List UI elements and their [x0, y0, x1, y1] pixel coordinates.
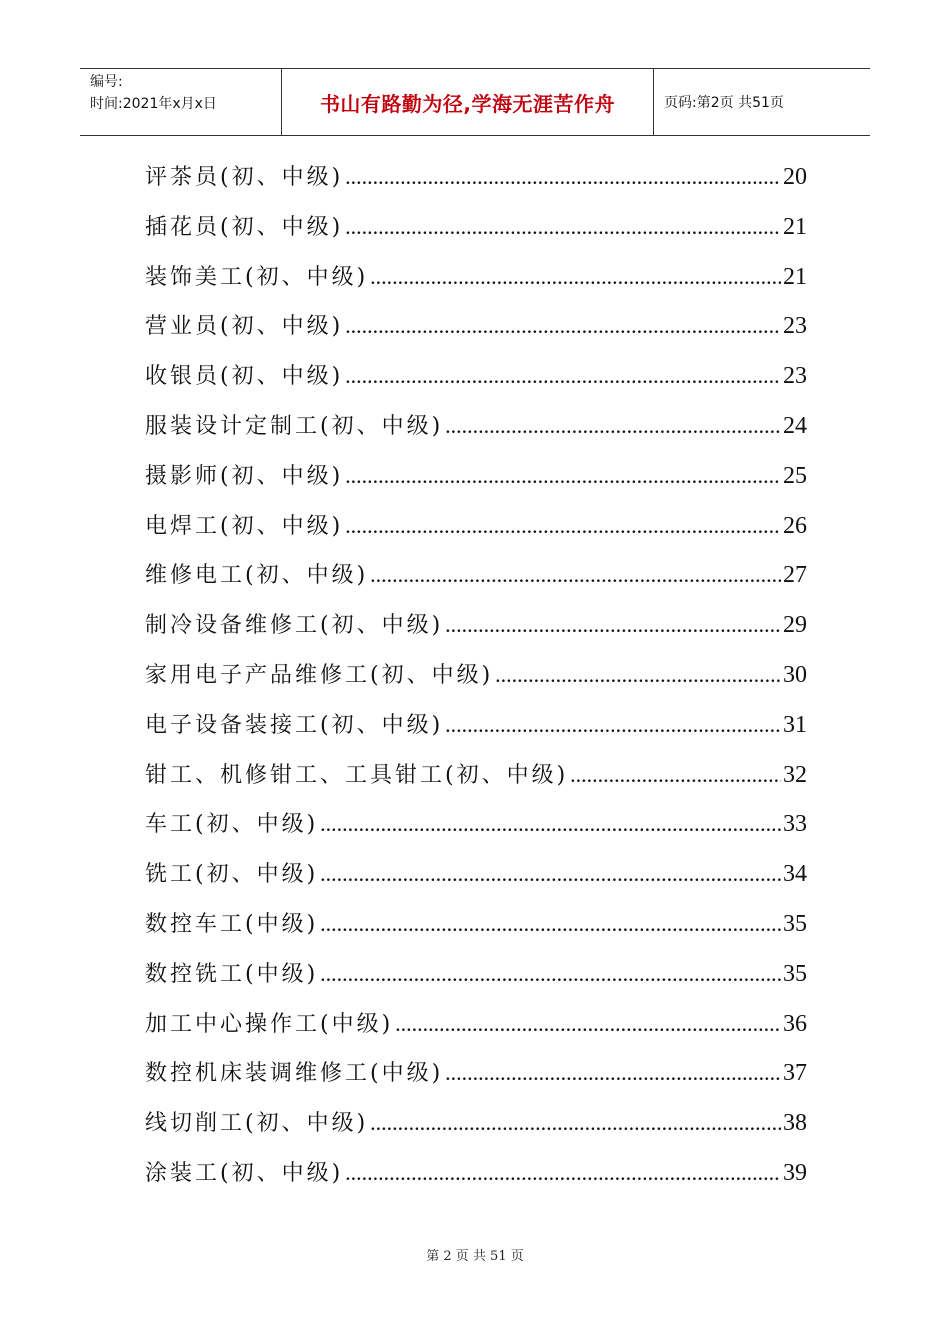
toc-leader-dots — [445, 1060, 781, 1086]
toc-entry-page: 21 — [783, 213, 807, 240]
toc-entry[interactable] — [145, 260, 807, 310]
toc-entry-title: 制冷设备维修工(初、中级) — [145, 613, 444, 639]
toc-entry-title: 家用电子产品维修工(初、中级) — [145, 662, 494, 688]
toc-entry-title: 加工中心操作工(中级) — [145, 1011, 394, 1037]
toc-entry-page: 37 — [783, 1060, 807, 1087]
toc-entry[interactable] — [145, 459, 807, 509]
toc-leader-dots — [370, 562, 781, 588]
page-header — [80, 68, 870, 136]
toc-leader-dots — [320, 911, 781, 937]
toc-entry-page: 31 — [783, 711, 807, 738]
toc-leader-dots — [370, 264, 781, 290]
toc-entry[interactable] — [145, 1056, 807, 1106]
toc-entry-title: 服装设计定制工(初、中级) — [145, 413, 444, 439]
header-page-info: 页码:第2页 共51页 — [664, 95, 784, 111]
toc-leader-dots — [320, 861, 781, 887]
toc-entry-title: 收银员(初、中级) — [145, 364, 344, 390]
page-footer: 第 2 页 共 51 页 — [426, 1249, 524, 1264]
toc-leader-dots — [345, 463, 781, 489]
toc-leader-dots — [395, 1011, 781, 1037]
toc-leader-dots — [345, 513, 781, 539]
toc-entry-title: 铣工(初、中级) — [145, 862, 319, 888]
document-number-label: 编号: — [90, 74, 123, 90]
toc-entry[interactable] — [145, 409, 807, 459]
header-meta — [80, 69, 282, 135]
toc-entry[interactable] — [145, 708, 807, 758]
toc-entry-title: 装饰美工(初、中级) — [145, 264, 369, 290]
toc-entry-title: 数控铣工(中级) — [145, 961, 319, 987]
toc-leader-dots — [320, 811, 781, 837]
toc-entry-title: 钳工、机修钳工、工具钳工(初、中级) — [145, 762, 569, 788]
table-of-contents — [145, 160, 807, 1206]
toc-entry-title: 数控机床装调维修工(中级) — [145, 1061, 444, 1087]
toc-entry-title: 线切削工(初、中级) — [145, 1111, 369, 1137]
toc-leader-dots — [495, 662, 781, 688]
toc-entry-page: 23 — [783, 363, 807, 390]
toc-entry[interactable] — [145, 160, 807, 210]
toc-leader-dots — [345, 313, 781, 339]
toc-entry-page: 20 — [783, 164, 807, 190]
toc-entry-page: 39 — [783, 1159, 807, 1186]
toc-entry-title: 维修电工(初、中级) — [145, 563, 369, 589]
toc-entry[interactable] — [145, 309, 807, 359]
toc-entry[interactable] — [145, 558, 807, 608]
toc-entry[interactable] — [145, 857, 807, 907]
toc-entry-title: 营业员(初、中级) — [145, 314, 344, 340]
toc-entry[interactable] — [145, 1106, 807, 1156]
toc-entry-page: 23 — [783, 313, 807, 340]
toc-entry-title: 数控车工(中级) — [145, 911, 319, 937]
toc-leader-dots — [445, 712, 781, 738]
toc-leader-dots — [445, 413, 781, 439]
toc-entry-page: 32 — [783, 761, 807, 788]
document-date: 时间:2021年x月x日 — [90, 96, 217, 112]
toc-entry[interactable] — [145, 359, 807, 409]
toc-entry-title: 电焊工(初、中级) — [145, 513, 344, 539]
toc-leader-dots — [320, 961, 781, 987]
toc-leader-dots — [345, 1160, 781, 1186]
toc-entry[interactable] — [145, 509, 807, 559]
toc-entry-page: 35 — [783, 910, 807, 937]
toc-leader-dots — [345, 164, 781, 190]
toc-entry[interactable] — [145, 907, 807, 957]
toc-entry-page: 25 — [783, 462, 807, 489]
toc-entry-page: 21 — [783, 263, 807, 290]
toc-entry[interactable] — [145, 608, 807, 658]
toc-entry-page: 36 — [783, 1010, 807, 1037]
toc-entry-page: 34 — [783, 861, 807, 888]
toc-entry-title: 车工(初、中级) — [145, 812, 319, 838]
toc-entry-title: 电子设备装接工(初、中级) — [145, 712, 444, 738]
toc-entry-page: 26 — [783, 512, 807, 539]
toc-entry-title: 涂装工(初、中级) — [145, 1160, 344, 1186]
toc-entry[interactable] — [145, 1156, 807, 1206]
toc-entry-page: 27 — [783, 562, 807, 589]
toc-entry[interactable] — [145, 807, 807, 857]
toc-entry-page: 35 — [783, 960, 807, 987]
toc-leader-dots — [345, 363, 781, 389]
toc-entry[interactable] — [145, 210, 807, 260]
toc-leader-dots — [370, 1110, 781, 1136]
toc-entry[interactable] — [145, 1007, 807, 1057]
toc-entry-title: 摄影师(初、中级) — [145, 463, 344, 489]
toc-entry-title: 评茶员(初、中级) — [145, 165, 344, 190]
toc-entry-title: 插花员(初、中级) — [145, 214, 344, 240]
toc-leader-dots — [445, 612, 781, 638]
toc-entry-page: 33 — [783, 811, 807, 838]
header-motto: 书山有路勤为径,学海无涯苦作舟 — [282, 69, 654, 135]
toc-leader-dots — [345, 214, 781, 240]
toc-entry-page: 29 — [783, 612, 807, 639]
toc-entry[interactable] — [145, 957, 807, 1007]
toc-entry-page: 38 — [783, 1110, 807, 1137]
toc-entry-page: 30 — [783, 661, 807, 688]
toc-entry[interactable] — [145, 658, 807, 708]
toc-leader-dots — [570, 762, 781, 788]
toc-entry-page: 24 — [783, 412, 807, 439]
toc-entry[interactable] — [145, 758, 807, 808]
